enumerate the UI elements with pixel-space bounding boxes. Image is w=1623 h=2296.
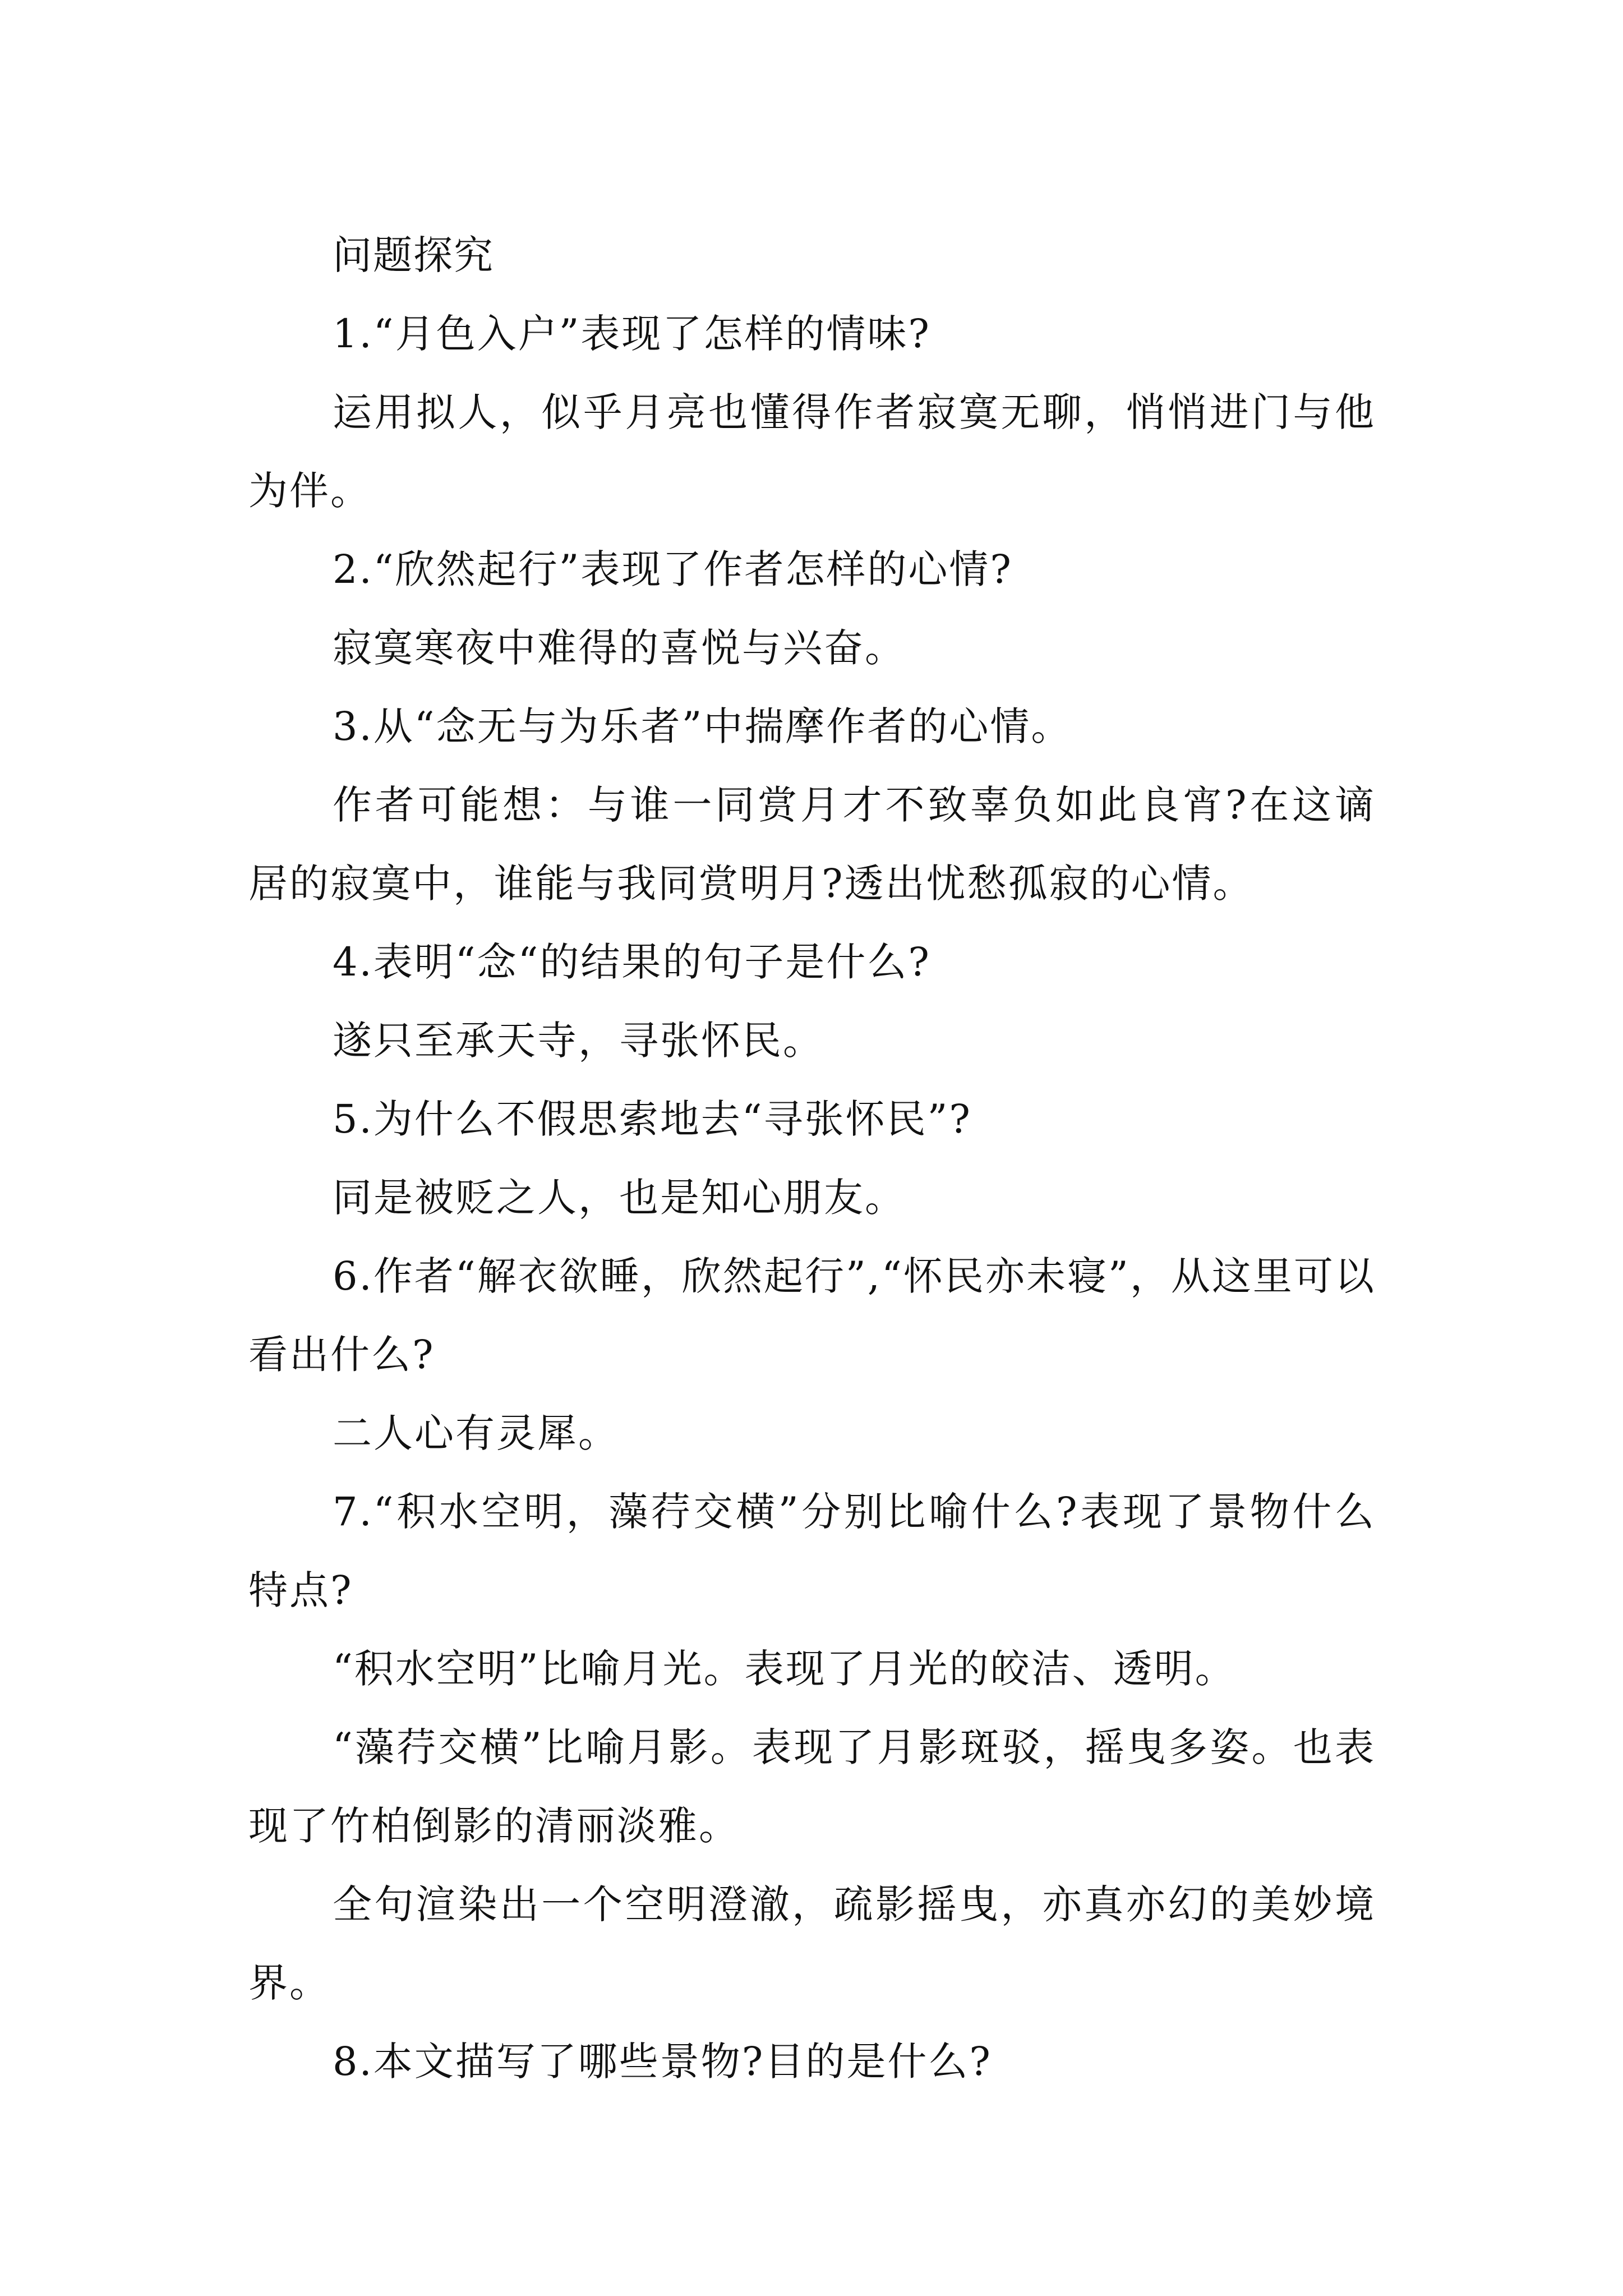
answer-7b: “藻荇交横”比喻月影。表现了月影斑驳，摇曳多姿。也表现了竹柏倒影的清丽淡雅。 [248,1724,1376,1849]
answer-7a: “积水空明”比喻月光。表现了月光的皎洁、透明。 [333,1646,1236,1692]
question-1: 1.“月色入户”表现了怎样的情味? [333,311,931,357]
question-2: 2.“欣然起行”表现了作者怎样的心情? [333,546,1013,592]
answer-1: 运用拟人，似乎月亮也懂得作者寂寞无聊，悄悄进门与他为伴。 [248,389,1376,514]
answer-3: 作者可能想：与谁一同赏月才不致辜负如此良宵?在这谪居的寂寞中，谁能与我同赏明月?透出忧愁孤寂的心情。 [248,782,1376,907]
answer-2: 寂寞寒夜中难得的喜悦与兴奋。 [333,625,906,671]
question-5: 5.为什么不假思索地去“寻张怀民”? [333,1096,972,1142]
question-4: 4.表明“念“的结果的句子是什么? [333,939,931,985]
answer-6: 二人心有灵犀。 [333,1410,619,1456]
answer-4: 遂只至承天寺，寻张怀民。 [333,1018,824,1064]
question-6: 6.作者“解衣欲睡，欣然起行”,“怀民亦未寝”，从这里可以看出什么? [248,1253,1376,1378]
question-3: 3.从“念无与为乐者”中揣摩作者的心情。 [333,703,1072,749]
question-8: 8.本文描写了哪些景物?目的是什么? [333,2039,992,2085]
section-heading: 问题探究 [333,232,494,278]
answer-7c: 全句渲染出一个空明澄澈，疏影摇曳，亦真亦幻的美妙境界。 [248,1881,1376,2006]
document-body [248,216,1376,2101]
answer-5: 同是被贬之人，也是知心朋友。 [333,1175,906,1221]
question-7: 7.“积水空明，藻荇交横”分别比喻什么?表现了景物什么特点? [248,1489,1376,1613]
